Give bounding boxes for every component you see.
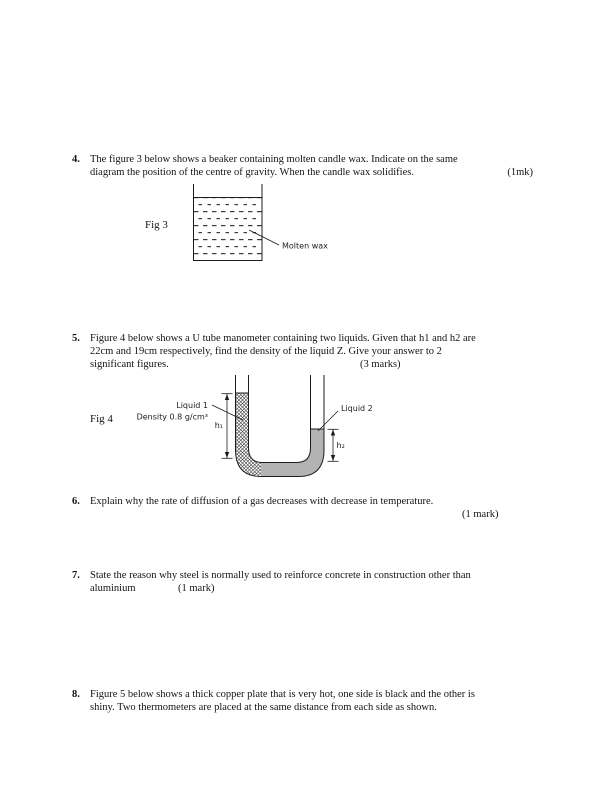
- question-8-number: 8.: [72, 689, 80, 700]
- question-5-line-1: Figure 4 below shows a U tube manometer containing two liquids. Given that h1 and h2 are: [90, 333, 476, 344]
- fig3-diagram: [130, 180, 390, 275]
- h1-arrowhead-down: [225, 452, 229, 458]
- fig4-diagram: [85, 372, 395, 484]
- question-5-text: [90, 332, 537, 371]
- question-7-line-1: State the reason why steel is normally used to reinforce concrete in construction other than: [90, 570, 471, 581]
- question-6: [72, 495, 537, 521]
- fig3-caption: Fig 3: [145, 219, 168, 231]
- h2-label: h₂: [336, 441, 345, 450]
- question-8-line-1: Figure 5 below shows a thick copper plate that is very hot, one side is black and the other is: [90, 689, 475, 700]
- question-6-number: 6.: [72, 496, 80, 507]
- question-4: [72, 153, 537, 179]
- question-6-text: [90, 495, 537, 521]
- liquid-2-leader-line: [318, 411, 338, 431]
- fig4-caption: Fig 4: [90, 413, 113, 425]
- question-5-line-3-text: significant figures.: [90, 359, 169, 370]
- question-4-number: 4.: [72, 154, 80, 165]
- u-tube-inner-wall: [249, 375, 311, 463]
- molten-wax-fill: [194, 198, 262, 260]
- question-4-line-2-text: diagram the position of the centre of gravity. When the candle wax solidifies.: [90, 167, 414, 178]
- question-4-line-1: The figure 3 below shows a beaker containing molten candle wax. Indicate on the same: [90, 154, 458, 165]
- molten-wax-label: Molten wax: [282, 241, 328, 251]
- density-label: Density 0.8 g/cm³: [136, 412, 208, 422]
- question-7: [72, 569, 537, 595]
- h2-arrowhead-up: [331, 430, 335, 436]
- question-6-line-1: Explain why the rate of diffusion of a gas decreases with decrease in temperature.: [90, 496, 434, 507]
- question-7-number: 7.: [72, 570, 80, 581]
- liquid-z-fill: [261, 429, 324, 476]
- question-7-marks: (1 mark): [178, 583, 215, 594]
- question-5-number: 5.: [72, 333, 80, 344]
- question-7-line-2: [90, 582, 537, 595]
- liquid-2-label: Liquid 2: [341, 404, 373, 413]
- question-5-marks: (3 marks): [360, 359, 401, 370]
- question-6-line-2: [90, 508, 537, 521]
- h1-arrowhead-up: [225, 394, 229, 400]
- question-5-line-3: [90, 358, 537, 371]
- question-8-text: [90, 688, 537, 714]
- question-7-text: [90, 569, 537, 595]
- question-7-line-2-text: aluminium: [90, 583, 136, 594]
- question-4-line-2: [90, 166, 537, 179]
- h2-arrowhead-down: [331, 455, 335, 461]
- question-4-marks: (1mk): [507, 167, 533, 178]
- question-5-line-2: 22cm and 19cm respectively, find the density of the liquid Z. Give your answer to 2: [90, 346, 442, 357]
- liquid-1-label: Liquid 1: [176, 401, 208, 410]
- question-5: [72, 332, 537, 371]
- question-8: [72, 688, 537, 714]
- question-6-marks: (1 mark): [462, 509, 499, 520]
- h1-label: h₁: [214, 421, 223, 430]
- question-8-line-2: shiny. Two thermometers are placed at the same distance from each side as shown.: [90, 702, 437, 713]
- question-4-text: [90, 153, 537, 179]
- h1-dimension-arrow: [222, 394, 233, 459]
